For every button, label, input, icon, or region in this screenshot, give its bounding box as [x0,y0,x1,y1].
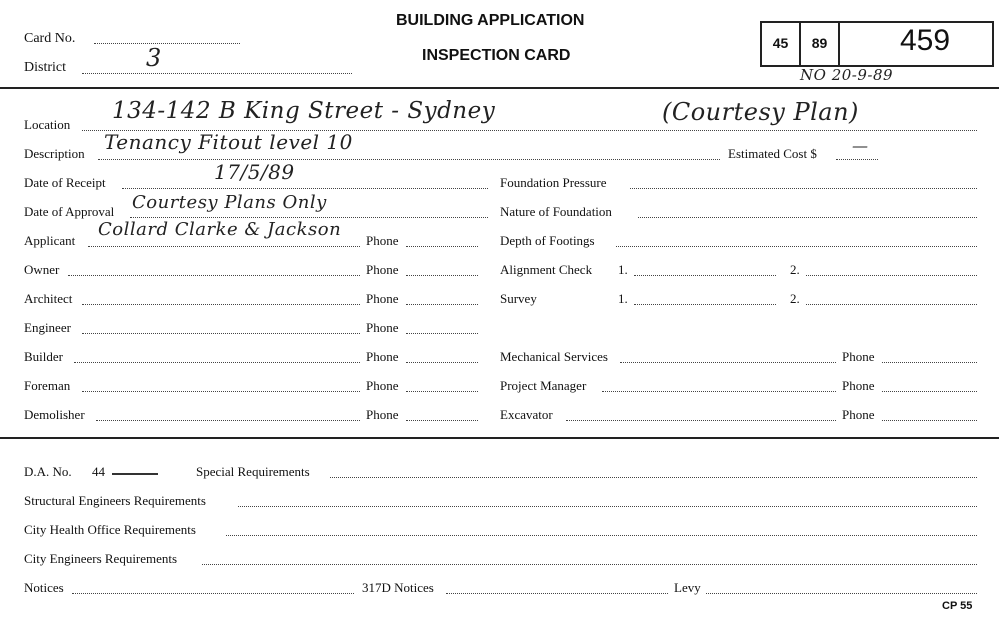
description-label: Description [24,146,85,161]
date-approval-label: Date of Approval [24,204,115,219]
demolisher-phone-line [406,420,478,421]
district-value: 3 [146,44,162,72]
depth-footings-line [616,246,977,247]
structural-requirements-label: Structural Engineers Requirements [24,493,206,508]
card-title: BUILDING APPLICATION [396,12,585,29]
nature-foundation-label: Nature of Foundation [500,204,612,219]
card-no-label: Card No. [24,31,76,46]
survey-line-2 [806,304,977,305]
excavator-phone-line [882,420,977,421]
notices-317d-label: 317D Notices [362,580,434,595]
alignment-check-num-2: 2. [790,262,800,277]
project-manager-line [602,391,836,392]
foreman-phone-label: Phone [366,378,399,393]
builder-phone-label: Phone [366,349,399,364]
da-no-label: D.A. No. [24,464,72,479]
architect-phone-label: Phone [366,291,399,306]
notices-label: Notices [24,580,64,595]
applicant-phone-line [406,246,478,247]
applicant-value: Collard Clarke & Jackson [98,219,342,240]
owner-line [68,275,360,276]
excavator-line [566,420,836,421]
foreman-line [82,391,360,392]
owner-phone-line [406,275,478,276]
architect-label: Architect [24,291,73,306]
project-manager-phone-line [882,391,977,392]
architect-line [82,304,360,305]
da-no-strike [112,473,158,475]
date-approval-value: Courtesy Plans Only [132,192,327,213]
date-receipt-label: Date of Receipt [24,175,106,190]
applicant-label: Applicant [24,233,76,248]
location-value: 134-142 B King Street - Sydney [112,98,496,124]
levy-line [706,593,977,594]
demolisher-label: Demolisher [24,407,85,422]
city-engineers-label: City Engineers Requirements [24,551,178,566]
survey-num-2: 2. [790,291,800,306]
notices-line [72,593,354,594]
health-requirements-line [226,535,977,536]
mechanical-phone-line [882,362,977,363]
nature-foundation-line [638,217,977,218]
card-subtitle: INSPECTION CARD [422,47,571,64]
estimated-cost-value: — [852,136,869,155]
project-manager-label: Project Manager [500,378,587,393]
description-line [98,159,720,160]
engineer-phone-label: Phone [366,320,399,335]
box-a-value: 45 [772,35,789,51]
engineer-label: Engineer [24,320,71,335]
builder-label: Builder [24,349,63,364]
builder-line [74,362,360,363]
health-requirements-label: City Health Office Requirements [24,522,196,537]
mechanical-services-label: Mechanical Services [500,349,608,364]
requirements-rule [0,437,999,439]
foundation-pressure-line [630,188,977,189]
special-requirements-line [330,477,977,478]
alignment-check-line-1 [634,275,776,276]
form-code: CP 55 [942,600,973,612]
special-requirements-label: Special Requirements [196,464,310,479]
date-approval-line [130,217,488,218]
city-engineers-line [202,564,977,565]
applicant-line [88,246,360,247]
box-number: 459 [900,24,951,57]
survey-label: Survey [500,291,537,306]
levy-label: Levy [674,580,701,595]
description-value: Tenancy Fitout level 10 [104,130,353,154]
header-rule [0,87,999,89]
depth-footings-label: Depth of Footings [500,233,595,248]
box-divider-2 [838,21,840,65]
alignment-check-num-1: 1. [618,262,628,277]
date-receipt-line [122,188,488,189]
demolisher-phone-label: Phone [366,407,399,422]
foreman-phone-line [406,391,478,392]
estimated-cost-label: Estimated Cost $ [728,146,817,161]
survey-line-1 [634,304,776,305]
alignment-check-label: Alignment Check [500,262,593,277]
builder-phone-line [406,362,478,363]
foreman-label: Foreman [24,378,71,393]
district-line [82,73,352,74]
applicant-phone-label: Phone [366,233,399,248]
location-label: Location [24,117,71,132]
date-receipt-value: 17/5/89 [214,160,295,184]
excavator-phone-label: Phone [842,407,875,422]
notices-317d-line [446,593,668,594]
card-no-line [94,43,240,44]
engineer-line [82,333,360,334]
estimated-cost-line [836,159,878,160]
handwritten-reference: NO 20-9-89 [800,66,894,84]
mechanical-services-line [620,362,836,363]
project-manager-phone-label: Phone [842,378,875,393]
structural-requirements-line [238,506,977,507]
foundation-pressure-label: Foundation Pressure [500,175,607,190]
architect-phone-line [406,304,478,305]
owner-phone-label: Phone [366,262,399,277]
demolisher-line [96,420,360,421]
excavator-label: Excavator [500,407,553,422]
box-b-value: 89 [811,35,828,51]
survey-num-1: 1. [618,291,628,306]
mechanical-phone-label: Phone [842,349,875,364]
alignment-check-line-2 [806,275,977,276]
location-note: (Courtesy Plan) [662,98,859,126]
owner-label: Owner [24,262,60,277]
da-no-value: 44 [92,464,105,479]
district-label: District [24,60,66,75]
engineer-phone-line [406,333,478,334]
